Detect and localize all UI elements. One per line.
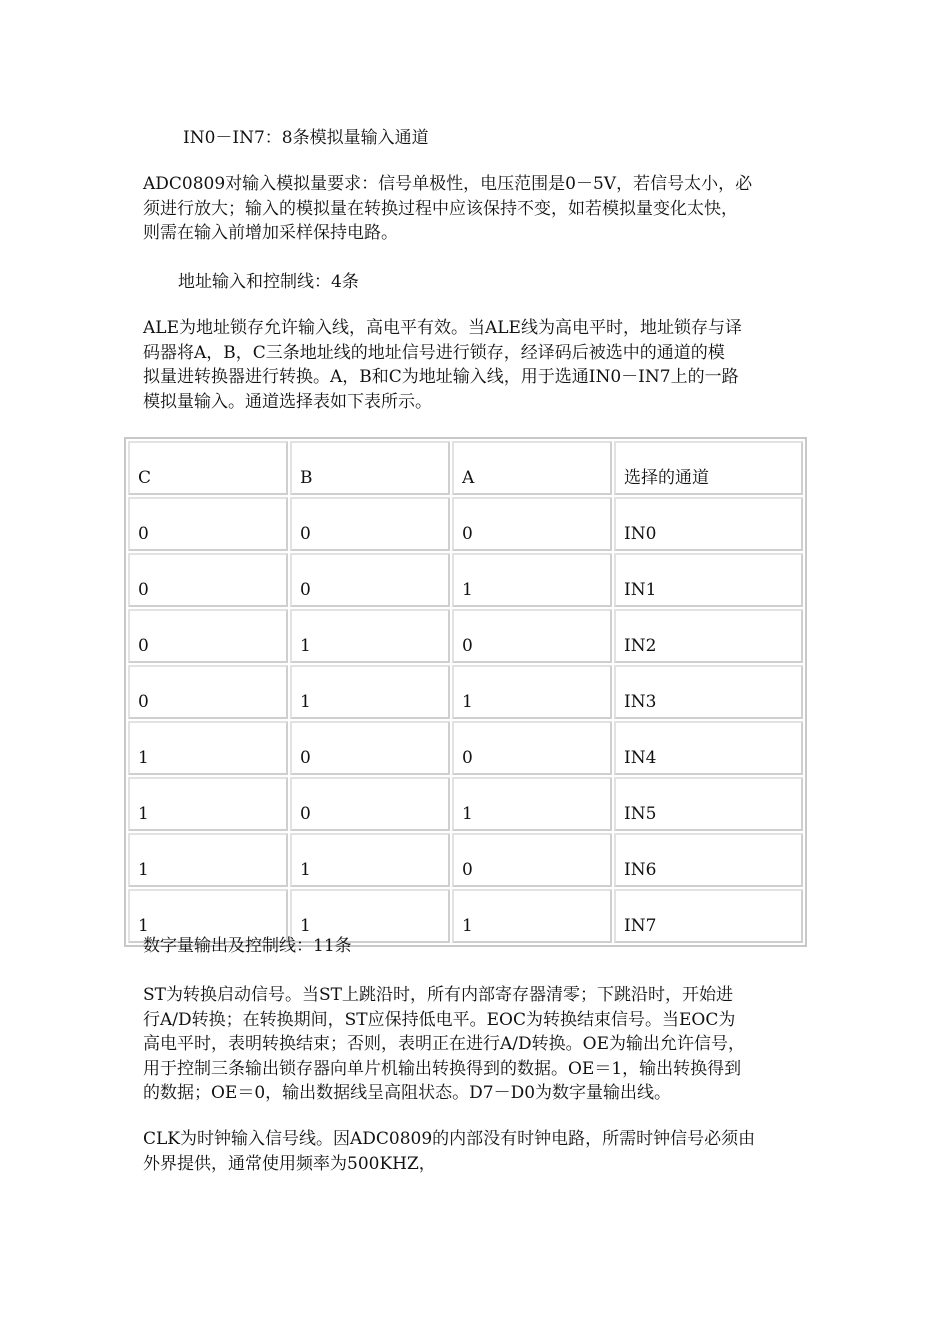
- table-cell: 1: [128, 721, 288, 775]
- table-cell: IN2: [614, 609, 803, 663]
- table-row: [128, 833, 803, 887]
- table-row: [128, 609, 803, 663]
- table-cell: 0: [128, 665, 288, 719]
- table-row: [128, 553, 803, 607]
- table-cell: 1: [290, 833, 450, 887]
- table-cell: 0: [290, 721, 450, 775]
- table-row: [128, 777, 803, 831]
- paragraph-line: ST为转换启动信号。当ST上跳沿时，所有内部寄存器清零；下跳沿时，开始进: [143, 985, 733, 1005]
- table-header-row: [128, 441, 803, 495]
- table-cell: 0: [128, 609, 288, 663]
- paragraph-line: ADC0809对输入模拟量要求：信号单极性，电压范围是0－5V，若信号太小，必: [143, 174, 753, 194]
- table-header-cell: A: [452, 441, 612, 495]
- table-header-cell: B: [290, 441, 450, 495]
- table-header-cell: 选择的通道: [614, 441, 803, 495]
- paragraph-st-eoc-oe-description: [143, 983, 809, 1106]
- table-cell: 0: [290, 777, 450, 831]
- table-cell: 0: [452, 833, 612, 887]
- paragraph-line: 高电平时，表明转换结束；否则，表明正在进行A/D转换。OE为输出允许信号，: [143, 1034, 745, 1054]
- paragraph-line: 外界提供，通常使用频率为500KHZ，: [143, 1153, 436, 1174]
- table-cell: 0: [290, 497, 450, 551]
- paragraph-line: 须进行放大；输入的模拟量在转换过程中应该保持不变，如若模拟量变化太快，: [143, 198, 738, 219]
- paragraph-line: CLK为时钟输入信号线。因ADC0809的内部没有时钟电路，所需时钟信号必须由: [143, 1129, 756, 1149]
- paragraph-analog-input-requirements: [143, 172, 809, 246]
- table-row: [128, 665, 803, 719]
- paragraph-line: 的数据；OE＝0，输出数据线呈高阻状态。D7－D0为数字量输出线。: [143, 1083, 672, 1103]
- paragraph-line: 行A/D转换；在转换期间，ST应保持低电平。EOC为转换结束信号。当EOC为: [143, 1009, 736, 1030]
- table-cell: 0: [128, 553, 288, 607]
- paragraph-ale-description: [143, 316, 809, 414]
- section-heading-analog-inputs: IN0－IN7：8条模拟量输入通道: [183, 128, 429, 148]
- paragraph-line: 码器将A，B，C三条地址线的地址信号进行锁存，经译码后被选中的通道的模: [143, 342, 725, 363]
- table-cell: 0: [290, 553, 450, 607]
- table-cell: IN5: [614, 777, 803, 831]
- table-cell: 1: [128, 777, 288, 831]
- table-cell: 0: [452, 721, 612, 775]
- paragraph-line: 用于控制三条输出锁存器向单片机输出转换得到的数据。OE＝1，输出转换得到: [143, 1058, 742, 1079]
- table-row: [128, 721, 803, 775]
- table-cell: IN0: [614, 497, 803, 551]
- table-cell: IN7: [614, 889, 803, 943]
- channel-selection-table: [124, 437, 807, 947]
- section-heading-digital-outputs: 数字量输出及控制线：11条: [143, 936, 352, 956]
- table-cell: 0: [128, 497, 288, 551]
- table-cell: 1: [128, 833, 288, 887]
- table-cell: IN6: [614, 833, 803, 887]
- table-cell: 0: [452, 497, 612, 551]
- table-cell: 1: [452, 553, 612, 607]
- table-cell: IN3: [614, 665, 803, 719]
- table-cell: 1: [452, 777, 612, 831]
- table-cell: 1: [452, 889, 612, 943]
- table-cell: 1: [290, 889, 450, 943]
- table-cell: IN4: [614, 721, 803, 775]
- table-header-cell: C: [128, 441, 288, 495]
- table-cell: 1: [452, 665, 612, 719]
- table-cell: 1: [290, 665, 450, 719]
- paragraph-line: 模拟量输入。通道选择表如下表所示。: [143, 391, 432, 412]
- paragraph-clk-description: [143, 1127, 809, 1176]
- section-heading-address-control: 地址输入和控制线：4条: [178, 272, 359, 292]
- paragraph-line: 拟量进转换器进行转换。A，B和C为地址输入线，用于选通IN0－IN7上的一路: [143, 367, 739, 387]
- table-cell: IN1: [614, 553, 803, 607]
- table-cell: 0: [452, 609, 612, 663]
- table-cell: 1: [290, 609, 450, 663]
- paragraph-line: ALE为地址锁存允许输入线，高电平有效。当ALE线为高电平时，地址锁存与译: [143, 318, 742, 338]
- table-row: [128, 497, 803, 551]
- table-cell: 1: [128, 889, 288, 943]
- paragraph-line: 则需在输入前增加采样保持电路。: [143, 223, 398, 243]
